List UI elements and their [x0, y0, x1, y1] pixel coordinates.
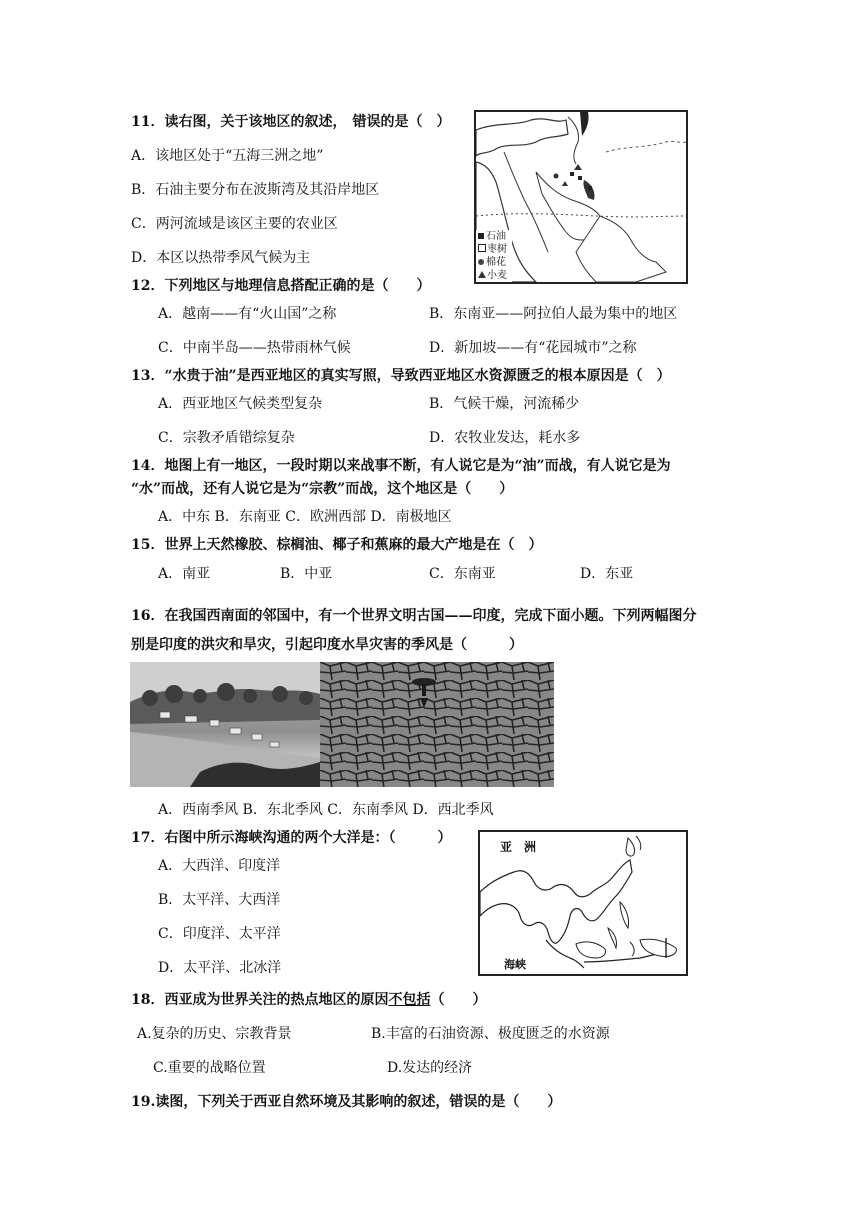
q18-option-b: B.丰富的石油资源、极度匮乏的水资源 — [371, 1026, 610, 1042]
cotton-icon — [478, 259, 484, 265]
flood-photo — [130, 662, 320, 787]
q17-option-a: A．大西洋、印度洋 — [158, 858, 281, 874]
legend-wheat — [478, 269, 507, 282]
q13-option-c: C．宗教矛盾错综复杂 — [158, 430, 295, 446]
q18-stem-pre: 18．西亚成为世界关注的热点地区的原因 — [131, 992, 389, 1008]
q15-option-a: A．南亚 — [158, 566, 211, 582]
legend-wheat-label: 小麦 — [487, 270, 507, 281]
q11-option-d: D．本区以热带季风气候为主 — [131, 250, 311, 266]
q12-option-a: A．越南——有“火山国”之称 — [158, 306, 337, 322]
q15-option-c: C．东南亚 — [429, 566, 496, 582]
legend-cotton-label: 棉花 — [486, 257, 506, 268]
q18-option-d: D.发达的经济 — [387, 1060, 473, 1076]
q18-option-a: A.复杂的历史、宗教背景 — [137, 1026, 292, 1042]
q18-stem-emphasis: 不包括 — [388, 992, 431, 1008]
q17-option-b: B．太平洋、大西洋 — [158, 892, 281, 908]
wheat-icon — [478, 271, 486, 278]
q14-stem-line1: 14．地图上有一地区，一段时期以来战事不断，有人说它是为“油”而战，有人说它是为 — [131, 458, 671, 474]
q16-stem-line2: 别是印度的洪灾和旱灾，引起印度水旱灾害的季风是（ ） — [131, 637, 523, 653]
q17-stem: 17．右图中所示海峡沟通的两个大洋是：（ ） — [131, 830, 452, 846]
q15-stem: 15．世界上天然橡胶、棕榈油、椰子和蕉麻的最大产地是在（ ） — [131, 537, 543, 553]
q11-option-a: A．该地区处于“五海三洲之地” — [131, 148, 324, 164]
west-asia-map-drawing — [476, 112, 686, 282]
west-asia-map-legend — [478, 230, 507, 282]
legend-oil — [478, 230, 507, 243]
q18-stem — [131, 991, 486, 1009]
q12-option-b: B．东南亚——阿拉伯人最为集中的地区 — [429, 306, 678, 322]
q13-option-d: D．农牧业发达，耗水多 — [429, 430, 581, 446]
q13-option-b: B．气候干燥，河流稀少 — [429, 396, 580, 412]
q16-options: A．西南季风 B．东北季风 C．东南季风 D．西北季风 — [158, 802, 494, 818]
southeast-asia-map — [478, 830, 688, 976]
q14-options: A．中东 B．东南亚 C．欧洲西部 D．南极地区 — [158, 509, 452, 525]
map-label-strait: 海峡 — [504, 958, 526, 971]
flood-photo-drawing — [130, 662, 320, 787]
q18-stem-post: （ ） — [430, 992, 487, 1008]
q11-stem-emphasis: 错误 — [352, 114, 381, 130]
q18-option-c: C.重要的战略位置 — [153, 1060, 266, 1076]
q11-stem-post: 的是（ ） — [380, 114, 451, 130]
q12-option-d: D．新加坡——有“花园城市”之称 — [429, 340, 637, 356]
q15-option-b: B．中亚 — [280, 566, 333, 582]
q12-stem: 12．下列地区与地理信息搭配正确的是（ ） — [131, 278, 431, 294]
q11-option-b: B．石油主要分布在波斯湾及其沿岸地区 — [131, 182, 380, 198]
q17-option-c: C．印度洋、太平洋 — [158, 926, 281, 942]
drought-photo-drawing — [320, 662, 554, 787]
q13-stem: 13．“水贵于油”是西亚地区的真实写照，导致西亚地区水资源匮乏的根本原因是（ ） — [131, 368, 671, 384]
legend-oil-label: 石油 — [486, 231, 506, 242]
west-asia-map — [474, 110, 688, 284]
legend-date-palm-label: 枣树 — [487, 244, 507, 255]
q11-stem — [131, 113, 450, 131]
q17-option-d: D．太平洋、北冰洋 — [158, 960, 282, 976]
map-label-asia: 亚 洲 — [500, 840, 537, 854]
date-palm-icon — [478, 244, 486, 252]
legend-cotton — [478, 256, 507, 269]
oil-icon — [478, 233, 484, 239]
q19-stem: 19.读图，下列关于西亚自然环境及其影响的叙述，错误的是（ ） — [131, 1094, 562, 1110]
legend-date-palm — [478, 243, 507, 256]
q11-option-c: C．两河流域是该区主要的农业区 — [131, 216, 338, 232]
drought-photo — [320, 662, 554, 787]
q15-option-d: D．东亚 — [580, 566, 634, 582]
q14-stem-line2: “水”而战，还有人说它是为“宗教”而战，这个地区是（ ） — [131, 481, 514, 497]
q12-option-c: C．中南半岛——热带雨林气候 — [158, 340, 351, 356]
q11-stem-pre: 11．读右图，关于该地区的叙述， — [131, 114, 347, 130]
q16-stem-line1: 16．在我国西南面的邻国中，有一个世界文明古国——印度，完成下面小题。下列两幅图分 — [131, 608, 697, 624]
q13-option-a: A．西亚地区气候类型复杂 — [158, 396, 323, 412]
